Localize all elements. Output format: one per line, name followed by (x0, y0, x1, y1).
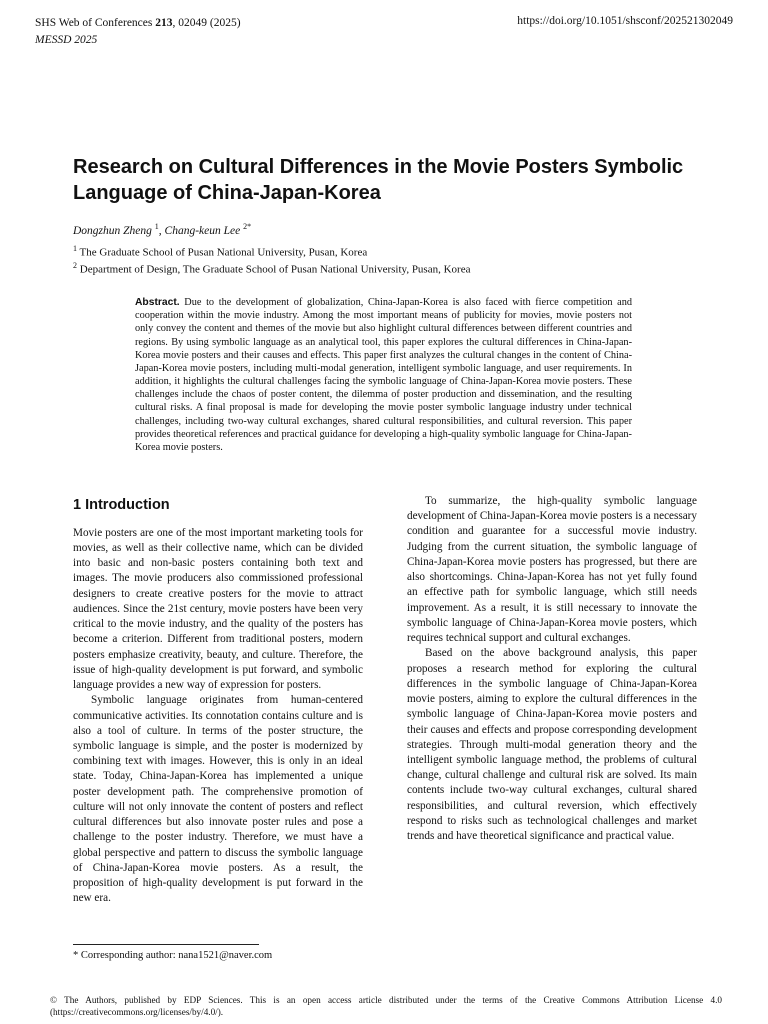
author-name: Dongzhun Zheng (73, 224, 152, 237)
affiliation-item (73, 261, 470, 278)
section-heading: 1 Introduction (73, 497, 170, 513)
body-column-left (73, 494, 363, 907)
author-name: Chang-keun Lee (164, 224, 241, 237)
abstract (135, 296, 632, 454)
journal-volume: 213 (155, 17, 173, 29)
affiliation-text: Department of Design, The Graduate School of Pusan National University, Pusan, Korea (77, 263, 471, 276)
journal-name: SHS Web of Conferences (35, 17, 156, 29)
author-affiliation-mark: 1 (154, 222, 159, 231)
paper-title: Research on Cultural Differences in the Movie Posters Symbolic Language of China-Japan-Korea (73, 156, 684, 204)
license-notice: © The Authors, published by EDP Sciences. This is an open access article distributed under the terms of the Creative Commons Attribution License 4.0 (https://creativecommons.org/licenses/by/4.0/). (50, 995, 722, 1018)
author-list: Dongzhun Zheng $^1$, Chang-keun Lee $^{2*}$ (73, 222, 252, 237)
article-number: , 02049 (2025) (172, 17, 241, 29)
body-paragraph: Symbolic language originates from human-centered communicative activities. Its connotation contains culture and is also a tool of culture. In terms of the poster structure, the symbolic language is simple, and the poster is modernized by combining text with images. However, this is only in an ideal state. Today, China-Japan-Korea has implemented a unique poster development path. The comprehensive promotion of culture will not only innovate the content of posters and reflect cultural differences but also innovate poster rules and pose a challenge to the poster industry. Therefore, we must have a global perspective and pattern to discuss the symbolic language of China-Japan-Korea movie posters. As a result, the proposition of high-quality development is put forward in the new era. (73, 694, 363, 905)
affiliation-mark: 1 (73, 244, 77, 253)
body-column-right (407, 494, 697, 844)
affiliation-item (73, 244, 470, 261)
author-affiliation-mark: 2* (243, 222, 252, 231)
abstract-text: Due to the development of globalization, China-Japan-Korea is also faced with fierce competition and cooperation within the movie industry. Among the most important means of publicity for movies, movie posters not only convey the content and themes of the movie but also highlight cultural differences between different countries and regions. By using symbolic language as an analytical tool, this paper explores the cultural differences in China-Japan-Korea movie posters and their causes and effects. This paper first analyzes the cultural changes in the content of China-Japan-Korea movie posters, including multi-modal generation, intelligent symbolic language, and user requirements. In addition, it highlights the cultural challenges facing the symbolic language of China-Japan-Korea movie posters. These challenges include the chaos of poster content, the dilemma of poster production and dissemination, and the resulting cultural risks. A final proposal is made for developing the movie poster symbolic language industry under technical challenges, including two-way cultural exchanges, shared cultural responsibilities, and cultural reversion. This paper provides theoretical references and practical guidance for developing a high-quality symbolic language for China-Japan-Korea movie posters. (135, 297, 632, 453)
doi-link[interactable]: https://doi.org/10.1051/shsconf/202521302049 (517, 15, 733, 27)
journal-citation (35, 15, 241, 32)
affiliation-text: The Graduate School of Pusan National University, Pusan, Korea (77, 246, 368, 259)
abstract-label: Abstract. (135, 297, 180, 308)
affiliation-list (73, 244, 470, 277)
body-paragraph: Movie posters are one of the most important marketing tools for movies, as well as their collective name, which can be divided into basic and non-basic posters containing both text and images. The movie producers also commissioned professional designers to create creative posters for the movie to attract audiences. Since the 21st century, movie posters have been very critical to the movie industry, and the quality of the posters has become a criterion. Different from traditional posters, modern posters emphasize creativity, beauty, and culture. Therefore, the issue of high-quality development is put forward, and symbolic language provides a new way of expression for posters. (73, 526, 363, 692)
body-paragraph: Based on the above background analysis, this paper proposes a research method for exploring the cultural differences in the symbolic language of China-Japan-Korea movie posters, aiming to explore the cultural differences in the symbolic language of China-Japan-Korea movie posters and their causes and effects and propose corresponding development strategies. Through multi-modal generation theory and the intelligent symbolic language method, the problems of cultural change, cultural challenge and cultural risk are solved. Its main contents include two-way cultural exchanges, cultural shared responsibilities, and cultural reversion, which effectively respond to risks such as technological challenges and market trends and have theoretical significance and practical value. (407, 647, 697, 843)
running-header-left (35, 15, 241, 50)
footnote-divider (73, 944, 259, 945)
body-paragraph: To summarize, the high-quality symbolic language development of China-Japan-Korea movie posters is a necessary condition and guarantee for a successful movie industry. Judging from the current situation, the symbolic language of China-Japan-Korea movie posters has progressed, but there are also shortcomings. China-Japan-Korea has not yet fully found an effective path for symbolic language, which still needs improvement. As a result, it is still necessary to innovate the symbolic language of China-Japan-Korea movie posters, which requires technical support and cultural exchanges. (407, 495, 697, 645)
corresponding-author-footnote: * Corresponding author: nana1521@naver.com (73, 950, 273, 961)
affiliation-mark: 2 (73, 260, 77, 270)
conference-name: MESSD 2025 (35, 34, 98, 47)
